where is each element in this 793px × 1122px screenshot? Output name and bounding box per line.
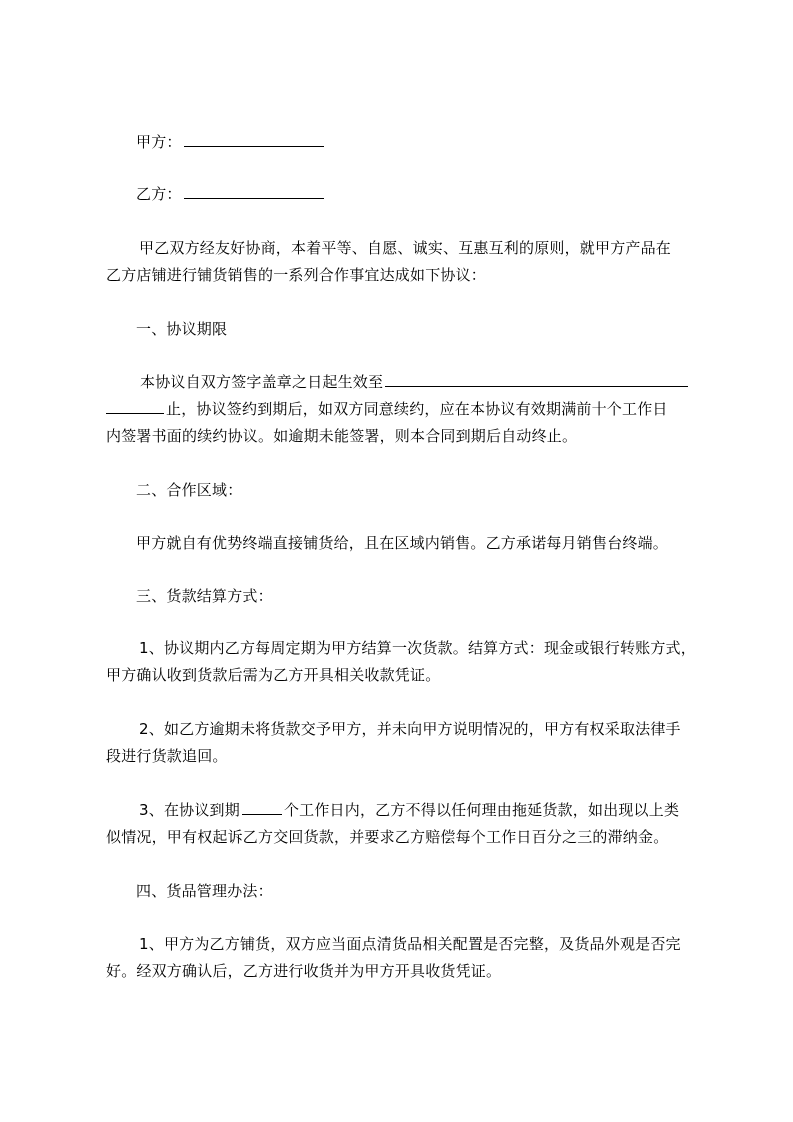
expiry-date-blank	[385, 372, 688, 387]
section3-item3-line-1	[139, 800, 679, 820]
workdays-blank	[242, 800, 282, 815]
section1-paragraph-line-2	[106, 399, 668, 419]
expiry-date-blank-cont	[106, 399, 164, 414]
section1-paragraph-line-3: 内签署书面的续约协议。如逾期未能签署，则本合同到期后自动终止。	[106, 427, 578, 445]
section4-item1-line-2: 好。经双方确认后，乙方进行收货并为甲方开具收货凭证。	[106, 962, 502, 980]
section1-paragraph-line-1	[140, 372, 688, 392]
intro-paragraph-line-1: 甲乙双方经友好协商，本着平等、自愿、诚实、互惠互利的原则，就甲方产品在	[139, 239, 672, 257]
party-b-blank	[184, 184, 324, 199]
section3-item1-line-2: 甲方确认收到货款后需为乙方开具相关收款凭证。	[106, 666, 441, 684]
party-a-line	[136, 132, 324, 152]
party-a-label: 甲方：	[136, 133, 182, 151]
section3-item3-line-2: 似情况，甲有权起诉乙方交回货款，并要求乙方赔偿每个工作日百分之三的滞纳金。	[106, 828, 669, 846]
section2-title: 二、合作区域：	[136, 481, 243, 499]
section3-item3-text-a: 3、在协议到期	[139, 801, 240, 819]
section3-item1-line-1: 1、协议期内乙方每周定期为甲方结算一次货款。结算方式：现金或银行转账方式，	[139, 639, 696, 657]
section3-item2-line-2: 段进行货款追回。	[106, 747, 228, 765]
section1-text-a: 本协议自双方签字盖章之日起生效至	[140, 373, 384, 391]
section2-paragraph: 甲方就自有优势终端直接铺货给，且在区域内销售。乙方承诺每月销售台终端。	[136, 534, 669, 552]
section4-title: 四、货品管理办法：	[136, 882, 273, 900]
party-b-line	[136, 184, 324, 204]
party-a-blank	[184, 132, 324, 147]
section1-text-b: 止，协议签约到期后，如双方同意续约，应在本协议有效期满前十个工作日	[166, 400, 668, 418]
section3-title: 三、货款结算方式：	[136, 587, 273, 605]
section4-item1-line-1: 1、甲方为乙方铺货，双方应当面点清货品相关配置是否完整，及货品外观是否完	[139, 935, 681, 953]
section3-item2-line-1: 2、如乙方逾期未将货款交予甲方，并未向甲方说明情况的，甲方有权采取法律手	[139, 720, 681, 738]
party-b-label: 乙方：	[136, 185, 182, 203]
intro-paragraph-line-2: 乙方店铺进行铺货销售的一系列合作事宜达成如下协议：	[106, 266, 487, 284]
section3-item3-text-b: 个工作日内，乙方不得以任何理由拖延货款，如出现以上类	[283, 801, 680, 819]
section1-title: 一、协议期限	[136, 320, 228, 338]
